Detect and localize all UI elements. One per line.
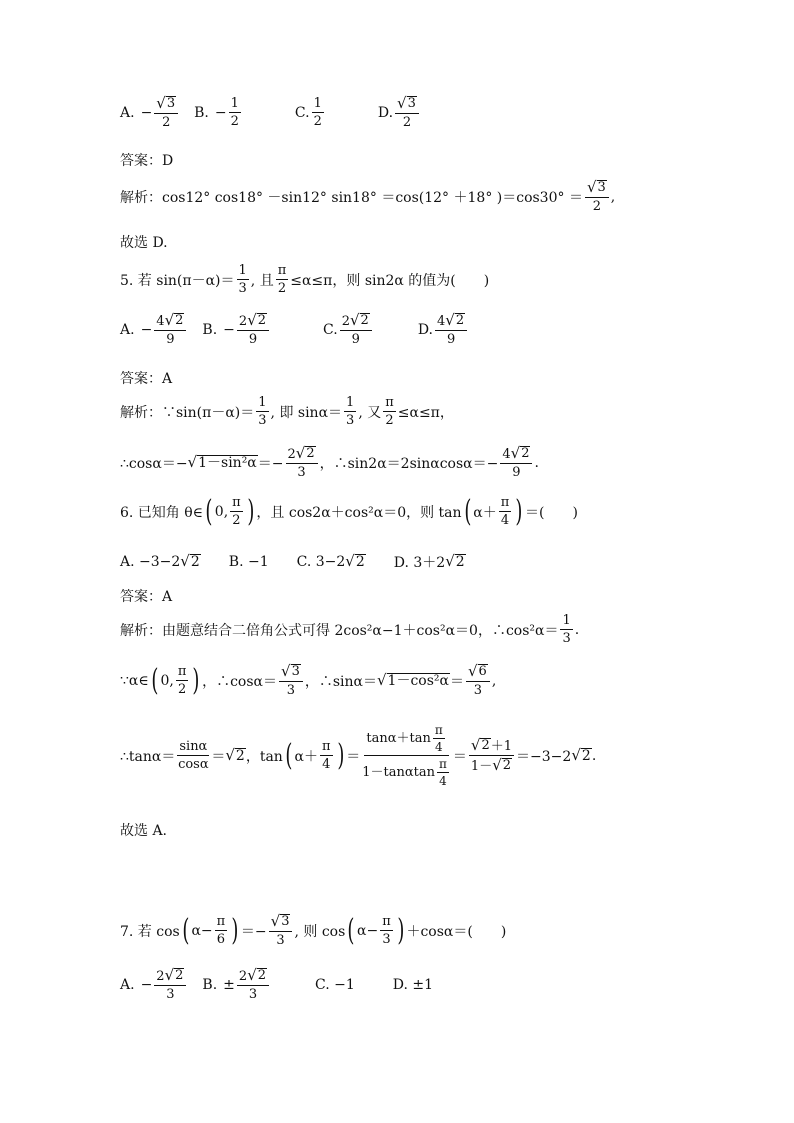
q5-option-b: B. − 2 √ 2 9	[202, 313, 271, 346]
q7-option-c: C. −1	[315, 976, 355, 993]
q6-stem: 6. 已知角 θ∈ ( 0, $\frac{\pi}{2}$ ) ，且 cos2α＋cos²α＝0，则 tan ( α＋ $\frac{\pi}{4}$ ) ＝( )	[120, 493, 578, 529]
q5-options	[120, 313, 469, 346]
q4-option-b: B. − $\frac{1}{2}$	[194, 96, 239, 129]
q4-option-a: A. − √ 3 2	[120, 96, 180, 129]
q6-analysis-2: ∵α∈ ( 0, $\frac{\pi}{2}$ ) ，∴cosα＝ √ 3 3 ，∴sinα＝ √ 1－cos²α ＝ √ 6 3 ,	[120, 662, 497, 698]
q7-option-a: A. − 2 √ 2 3	[120, 968, 188, 1001]
tan-sum-fraction: tanα＋tan $\frac{\pi}{4}$ 1－tanαtan $\frac{\pi}{4}$	[362, 723, 447, 788]
q4-conclusion: 故选 D.	[120, 235, 168, 251]
q6-options	[120, 552, 466, 572]
q7-stem: 7. 若 cos ( α− $\frac{\pi}{6}$ ) ＝− √ 3 3 , 则 cos ( α− $\frac{\pi}{3}$ ) ＋cosα＝( )	[120, 912, 507, 948]
q5-option-c: C. 2 √ 2 9	[323, 313, 374, 346]
q7-options	[120, 968, 433, 1001]
q6-option-d: D. 3＋2 √ 2	[393, 552, 465, 571]
q4-option-d: D. √ 3 2	[378, 96, 421, 129]
q5-analysis-2: ∴cosα＝− √ 1－sin²α ＝− 2 √ 2 3 ，∴sin2α＝2sinαcosα＝− 4 √ 2 9 .	[120, 444, 539, 480]
q6-analysis-1: 解析：由题意结合二倍角公式可得 2cos²α−1＋cos²α＝0，∴cos²α＝ $\frac{1}{3}$ .	[120, 613, 580, 646]
q6-option-a: A. −3−2 √ 2	[120, 552, 200, 571]
q7-option-d: D. ±1	[392, 976, 434, 993]
q6-conclusion: 故选 A.	[120, 823, 168, 839]
q4-options	[120, 96, 421, 129]
q6-option-c: C. 3−2 √ 2	[296, 552, 365, 571]
q5-stem: 5. 若 sin(π－α)＝ $\frac{1}{3}$ , 且 $\frac{\pi}{2}$ ≤α≤π，则 sin2α 的值为( )	[120, 263, 490, 296]
q6-analysis-3: ∴tanα＝ $\frac{\sin\alpha}{\cos\alpha}$ ＝ √ 2 ，tan ( α＋ $\frac{\pi}{4}$ ) ＝ tanα＋tan $\frac{\pi}{4}$ 1－tanαtan $\frac{\pi}{4}$ ＝ √ 2 ＋1 1－ √ 2 ＝−3−2 √ 2 .	[120, 723, 597, 788]
q7-option-b: B. ± 2 √ 2 3	[202, 968, 271, 1001]
q4-option-c: C. $\frac{1}{2}$	[294, 96, 322, 129]
q6-answer: 答案：A	[120, 589, 173, 605]
q5-option-d: D. 4 √ 2 9	[418, 313, 469, 346]
q6-option-b: B. −1	[228, 554, 269, 570]
q4-answer: 答案：D	[120, 153, 174, 169]
q5-option-a: A. − 4 √ 2 9	[120, 313, 188, 346]
q5-answer: 答案：A	[120, 371, 173, 387]
q5-analysis-1: 解析：∵sin(π－α)＝ $\frac{1}{3}$ , 即 sinα＝ $\frac{1}{3}$ , 又 $\frac{\pi}{2}$ ≤α≤π，	[120, 395, 454, 428]
q4-analysis: 解析：cos12° cos18° －sin12° sin18° ＝cos(12° ＋18° )＝cos30° ＝ √ 3 2 ,	[120, 178, 616, 214]
